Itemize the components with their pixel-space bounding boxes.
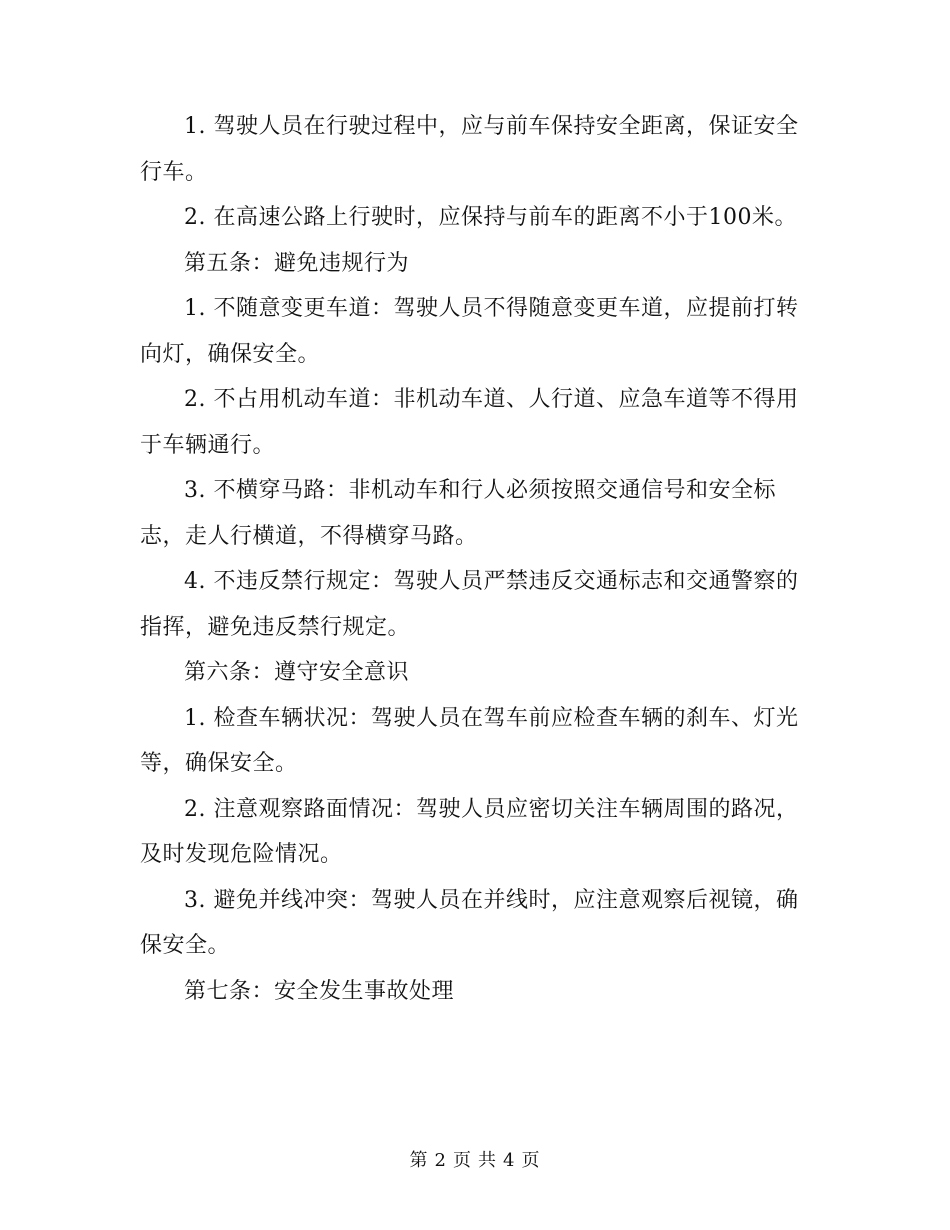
footer-current-page: 2 — [434, 1150, 447, 1171]
section-heading-6: 第六条：遵守安全意识 — [184, 660, 410, 685]
section-heading-7: 第七条：安全发生事故处理 — [184, 978, 455, 1004]
paragraph-8: 2. 注意观察路面情况：驾驶人员应密切关注车辆周围的路况，及时发现危险情况。 — [140, 796, 799, 867]
paragraph-9: 3. 避免并线冲突：驾驶人员在并线时，应注意观察后视镜，确保安全。 — [140, 887, 799, 958]
paragraph-2: 2. 在高速公路上行驶时，应保持与前车的距离不小于100米。 — [184, 205, 797, 230]
footer-label-gong: 共 — [478, 1150, 497, 1171]
paragraph-1: 1. 驾驶人员在行驶过程中，应与前车保持安全距离，保证安全行车。 — [140, 114, 799, 185]
paragraph-5: 3. 不横穿马路：非机动车和行人必须按照交通信号和安全标志，走人行横道，不得横穿马路。 — [140, 478, 776, 549]
footer-label-di: 第 — [409, 1150, 429, 1171]
document-body — [140, 104, 810, 1014]
section-heading-5: 第五条：避免违规行为 — [184, 250, 410, 276]
paragraph-7: 1. 检查车辆状况：驾驶人员在驾车前应检查车辆的刹车、灯光等，确保安全。 — [140, 705, 799, 776]
footer-label-ye: 页 — [453, 1150, 472, 1171]
footer-total-pages: 4 — [503, 1150, 516, 1171]
footer-label-ye2: 页 — [521, 1150, 541, 1171]
page-footer — [0, 1146, 950, 1172]
paragraph-6: 4. 不违反禁行规定：驾驶人员严禁违反交通标志和交通警察的指挥，避免违反禁行规定。 — [140, 569, 799, 640]
paragraph-4: 2. 不占用机动车道：非机动车道、人行道、应急车道等不得用于车辆通行。 — [140, 387, 799, 458]
paragraph-3: 1. 不随意变更车道：驾驶人员不得随意变更车道，应提前打转向灯，确保安全。 — [140, 296, 799, 367]
